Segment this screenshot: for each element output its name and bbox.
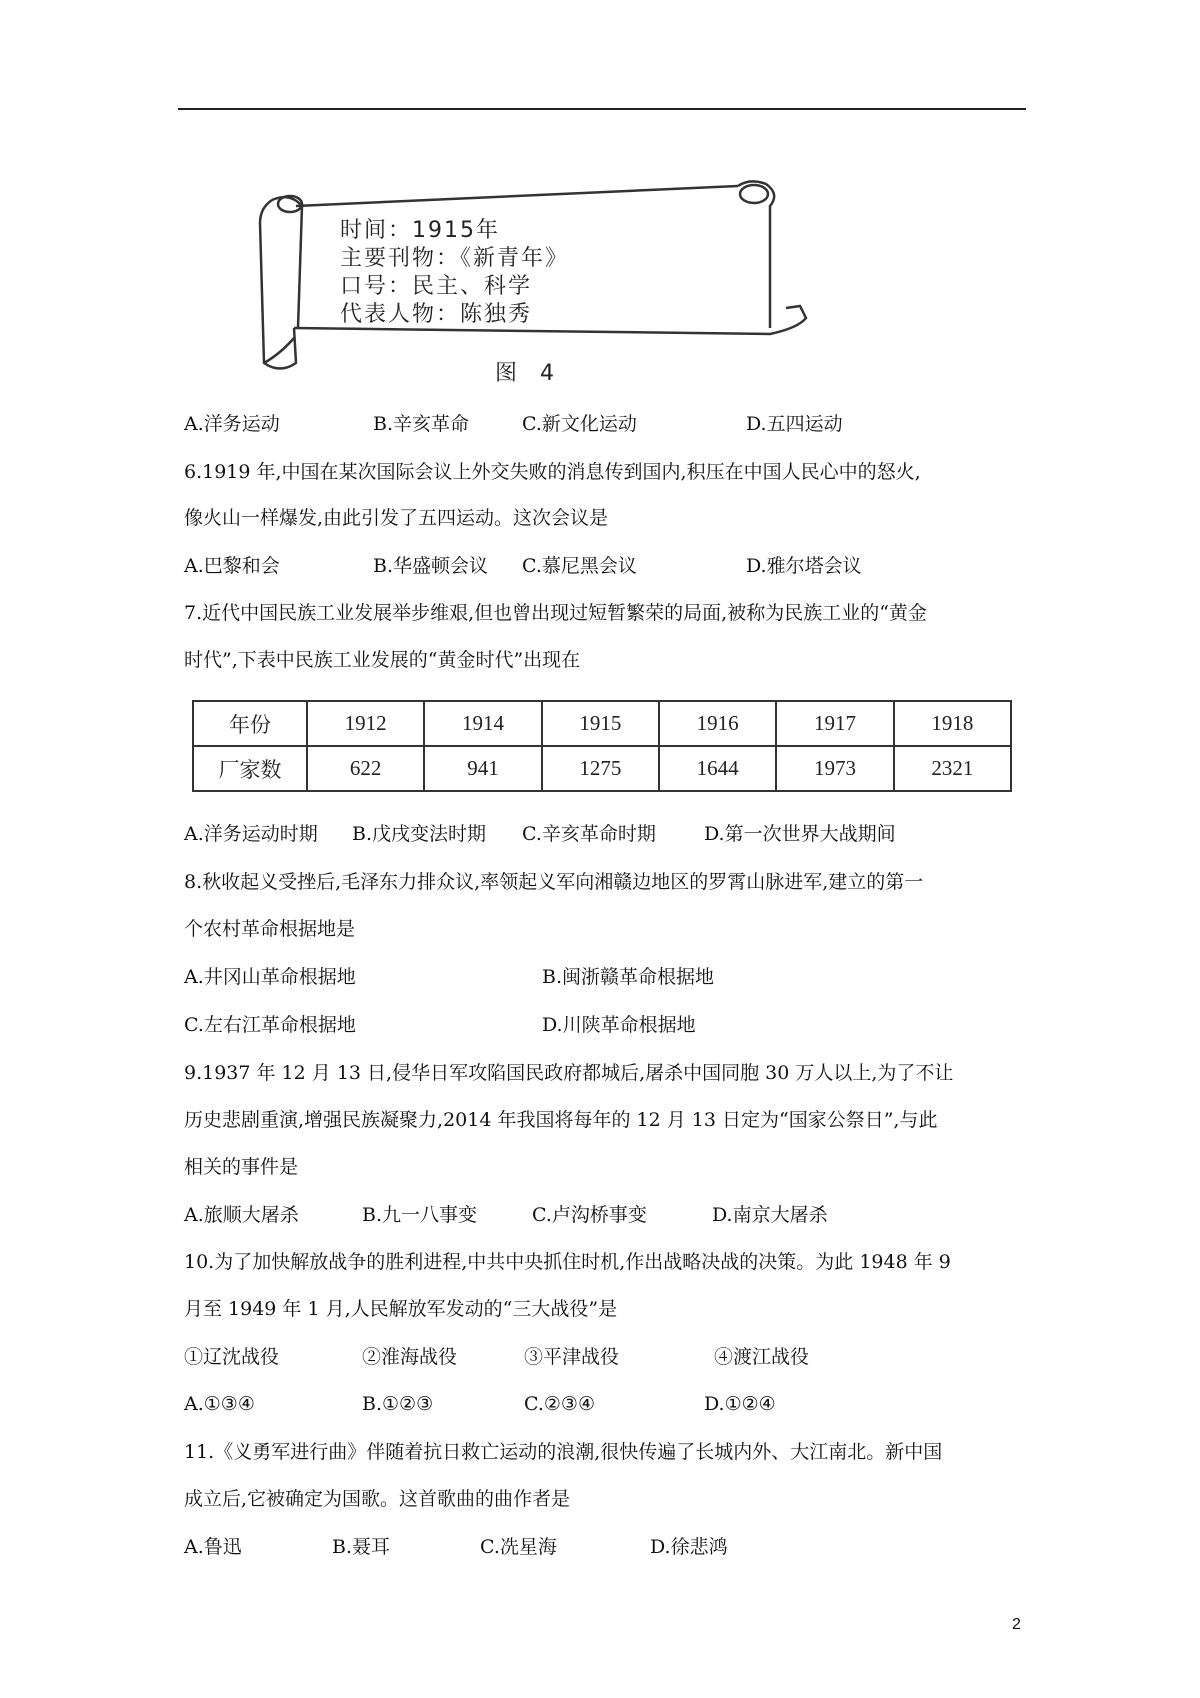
figure4-caption: 图 4 <box>495 361 562 386</box>
q6-option-d: D.雅尔塔会议 <box>746 555 862 577</box>
q10-option-d: D.①②④ <box>704 1393 776 1415</box>
q5-option-d: D.五四运动 <box>746 413 843 435</box>
table-cell: 1914 <box>424 701 541 746</box>
table-cell: 1973 <box>776 746 893 791</box>
q8-option-b: B.闽浙赣革命根据地 <box>542 966 715 988</box>
figure4-line-1: 时间：1915年 <box>340 218 500 243</box>
q10-option-b: B.①②③ <box>362 1393 434 1415</box>
q8-stem-1: 8.秋收起义受挫后,毛泽东力排众议,率领起义军向湘赣边地区的罗霄山脉进军,建立的第一 <box>184 871 924 893</box>
q6-option-a: A.巴黎和会 <box>184 555 280 577</box>
figure4-line-4: 代表人物：陈独秀 <box>340 302 533 327</box>
q8-option-d: D.川陕革命根据地 <box>542 1014 696 1036</box>
q6-stem-1: 6.1919 年,中国在某次国际会议上外交失败的消息传到国内,积压在中国人民心中的怒火, <box>184 461 921 483</box>
q7-option-a: A.洋务运动时期 <box>184 823 318 845</box>
q6-stem-2: 像火山一样爆发,由此引发了五四运动。这次会议是 <box>184 507 609 529</box>
q7-option-c: C.辛亥革命时期 <box>522 823 656 845</box>
q10-item-1: ①辽沈战役 <box>184 1346 280 1368</box>
q8-stem-2: 个农村革命根据地是 <box>184 918 356 940</box>
q11-stem-2: 成立后,它被确定为国歌。这首歌曲的曲作者是 <box>184 1488 571 1510</box>
header-rule <box>178 108 1026 110</box>
q7-stem-1: 7.近代中国民族工业发展举步维艰,但也曾出现过短暂繁荣的局面,被称为民族工业的“黄金 <box>184 602 927 624</box>
q6-option-b: B.华盛顿会议 <box>373 555 489 577</box>
q7-option-b: B.戊戌变法时期 <box>352 823 487 845</box>
q9-stem-2: 历史悲剧重演,增强民族凝聚力,2014 年我国将每年的 12 月 13 日定为“国家公祭日”,与此 <box>184 1109 938 1131</box>
q6-option-c: C.慕尼黑会议 <box>522 555 637 577</box>
q9-option-b: B.九一八事变 <box>362 1204 478 1226</box>
page-number: 2 <box>1012 1616 1021 1633</box>
q10-item-2: ②淮海战役 <box>362 1346 458 1368</box>
q11-option-c: C.冼星海 <box>480 1536 557 1558</box>
q5-option-a: A.洋务运动 <box>184 413 280 435</box>
table-cell: 1917 <box>776 701 893 746</box>
figure4-line-3: 口号：民主、科学 <box>340 274 533 299</box>
figure4-line-2: 主要刊物：《新青年》 <box>340 246 570 271</box>
q10-stem-2: 月至 1949 年 1 月,人民解放军发动的“三大战役”是 <box>184 1298 618 1320</box>
table-cell: 1912 <box>307 701 424 746</box>
q9-option-c: C.卢沟桥事变 <box>532 1204 647 1226</box>
factory-count-table <box>192 700 1012 792</box>
q10-item-3: ③平津战役 <box>524 1346 620 1368</box>
q8-option-c: C.左右江革命根据地 <box>184 1014 356 1036</box>
table-cell: 941 <box>424 746 541 791</box>
q8-option-a: A.井冈山革命根据地 <box>184 966 356 988</box>
q10-stem-1: 10.为了加快解放战争的胜利进程,中共中央抓住时机,作出战略决战的决策。为此 1948 年 9 <box>184 1251 951 1273</box>
q11-option-a: A.鲁迅 <box>184 1536 242 1558</box>
q5-option-c: C.新文化运动 <box>522 413 637 435</box>
q5-option-b: B.辛亥革命 <box>373 413 470 435</box>
table-cell: 1275 <box>542 746 659 791</box>
q10-option-a: A.①③④ <box>184 1393 255 1415</box>
table-row <box>193 701 1011 746</box>
table-cell: 2321 <box>894 746 1011 791</box>
q9-stem-1: 9.1937 年 12 月 13 日,侵华日军攻陷国民政府都城后,屠杀中国同胞 30 万人以上,为了不让 <box>184 1062 954 1084</box>
q9-option-a: A.旅顺大屠杀 <box>184 1204 299 1226</box>
q7-stem-2: 时代”,下表中民族工业发展的“黄金时代”出现在 <box>184 649 581 671</box>
q7-option-d: D.第一次世界大战期间 <box>704 823 896 845</box>
table-cell: 1918 <box>894 701 1011 746</box>
q10-option-c: C.②③④ <box>524 1393 595 1415</box>
q11-option-b: B.聂耳 <box>332 1536 391 1558</box>
q9-stem-3: 相关的事件是 <box>184 1156 299 1178</box>
table-cell: 622 <box>307 746 424 791</box>
table-cell: 1916 <box>659 701 776 746</box>
q9-option-d: D.南京大屠杀 <box>712 1204 828 1226</box>
table-cell: 1644 <box>659 746 776 791</box>
q11-stem-1: 11.《义勇军进行曲》伴随着抗日救亡运动的浪潮,很快传遍了长城内外、大江南北。新中国 <box>184 1441 943 1463</box>
q10-item-4: ④渡江战役 <box>714 1346 810 1368</box>
row-header-year: 年份 <box>193 701 307 746</box>
q11-option-d: D.徐悲鸿 <box>650 1536 728 1558</box>
table-cell: 1915 <box>542 701 659 746</box>
row-header-count: 厂家数 <box>193 746 307 791</box>
table-row <box>193 746 1011 791</box>
